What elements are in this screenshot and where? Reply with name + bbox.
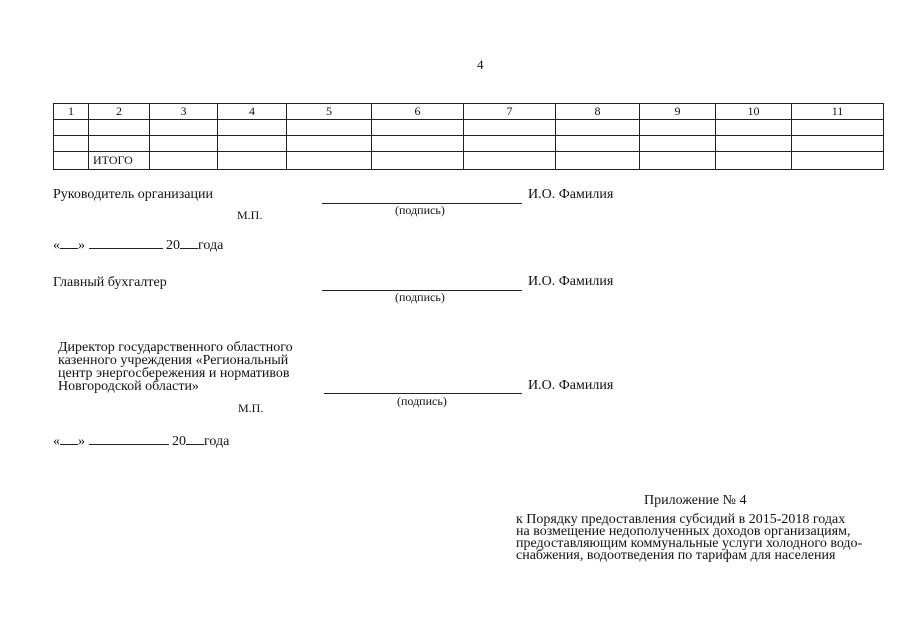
- table-header-cell: 8: [556, 104, 640, 120]
- head-name-label: И.О. Фамилия: [528, 187, 614, 202]
- table-cell: [640, 120, 716, 136]
- table-header-cell: 7: [464, 104, 556, 120]
- table-cell: [218, 120, 287, 136]
- table-header-cell: 2: [89, 104, 150, 120]
- director-role-line: казенного учреждения «Региональный: [58, 353, 289, 368]
- table-cell: [287, 120, 372, 136]
- director-stamp-label: М.П.: [238, 401, 264, 415]
- table-cell: [372, 120, 464, 136]
- date-line-2: [53, 432, 229, 450]
- table-cell: [218, 152, 287, 170]
- date-year-blank: [180, 236, 198, 249]
- date-year-suffix: года: [198, 238, 224, 253]
- table-header-row: [54, 104, 884, 120]
- accountant-name-label: И.О. Фамилия: [528, 274, 614, 289]
- appendix-line: предоставляющим коммунальные услуги холодного водо-: [516, 536, 863, 551]
- table-header-cell: 1: [54, 104, 89, 120]
- table-cell: [716, 136, 792, 152]
- table-header-cell: 9: [640, 104, 716, 120]
- date-year-suffix: года: [204, 434, 230, 449]
- table-cell: [464, 152, 556, 170]
- director-signature-caption: (подпись): [397, 394, 447, 408]
- table-header-cell: 6: [372, 104, 464, 120]
- table-cell: [640, 136, 716, 152]
- director-role-line: Директор государственного областного: [58, 340, 293, 355]
- table-row: [54, 136, 884, 152]
- director-role-block: [58, 341, 293, 393]
- date-month-blank: [89, 236, 163, 249]
- date-day-blank: [60, 432, 78, 445]
- date-open-quote: «: [53, 238, 60, 253]
- appendix-title: Приложение № 4: [644, 493, 747, 508]
- table-cell: [150, 136, 218, 152]
- director-role-line: Новгородской области»: [58, 379, 199, 394]
- appendix-line: на возмещение недополученных доходов организациям,: [516, 524, 851, 539]
- head-signature-caption: (подпись): [395, 203, 445, 217]
- table-cell: [89, 136, 150, 152]
- table-cell: [556, 152, 640, 170]
- accountant-role-label: Главный бухгалтер: [53, 275, 167, 290]
- table-header-cell: 11: [792, 104, 884, 120]
- head-role-label: Руководитель организации: [53, 187, 213, 202]
- appendix-text: [516, 514, 862, 562]
- table-cell: [640, 152, 716, 170]
- date-open-quote: «: [53, 434, 60, 449]
- table-cell: [372, 136, 464, 152]
- table-cell: [150, 120, 218, 136]
- table-cell: [716, 120, 792, 136]
- date-year-blank: [186, 432, 204, 445]
- accountant-signature-caption: (подпись): [395, 290, 445, 304]
- table-cell: [792, 120, 884, 136]
- table-cell: [792, 136, 884, 152]
- table-cell: [218, 136, 287, 152]
- date-line-1: [53, 236, 223, 254]
- table-cell: [150, 152, 218, 170]
- date-year-prefix: 20: [172, 434, 186, 449]
- date-close-quote: »: [78, 434, 85, 449]
- head-stamp-label: М.П.: [237, 208, 263, 222]
- table-cell: [716, 152, 792, 170]
- table-cell: [464, 120, 556, 136]
- table-total-row: [54, 152, 884, 170]
- data-table: [53, 103, 884, 170]
- table-cell: [54, 120, 89, 136]
- table-header-cell: 4: [218, 104, 287, 120]
- table-cell: [287, 136, 372, 152]
- table-cell: [89, 120, 150, 136]
- table-row: [54, 120, 884, 136]
- table-cell: [464, 136, 556, 152]
- table-cell: [792, 152, 884, 170]
- table-header-cell: 3: [150, 104, 218, 120]
- table-header-cell: 5: [287, 104, 372, 120]
- table-cell: [556, 136, 640, 152]
- table-cell: [54, 136, 89, 152]
- table-cell: [372, 152, 464, 170]
- date-close-quote: »: [78, 238, 85, 253]
- appendix-line: к Порядку предоставления субсидий в 2015-2018 годах: [516, 512, 846, 527]
- appendix-line: снабжения, водоотведения по тарифам для населения: [516, 548, 836, 563]
- table-header-cell: 10: [716, 104, 792, 120]
- date-month-blank: [89, 432, 169, 445]
- table-cell: [287, 152, 372, 170]
- date-year-prefix: 20: [166, 238, 180, 253]
- table-total-label: ИТОГО: [89, 152, 150, 170]
- date-day-blank: [60, 236, 78, 249]
- director-name-label: И.О. Фамилия: [528, 378, 614, 393]
- director-role-line: центр энергосбережения и нормативов: [58, 366, 290, 381]
- table-cell: [556, 120, 640, 136]
- page-number: 4: [477, 57, 484, 72]
- table-cell: [54, 152, 89, 170]
